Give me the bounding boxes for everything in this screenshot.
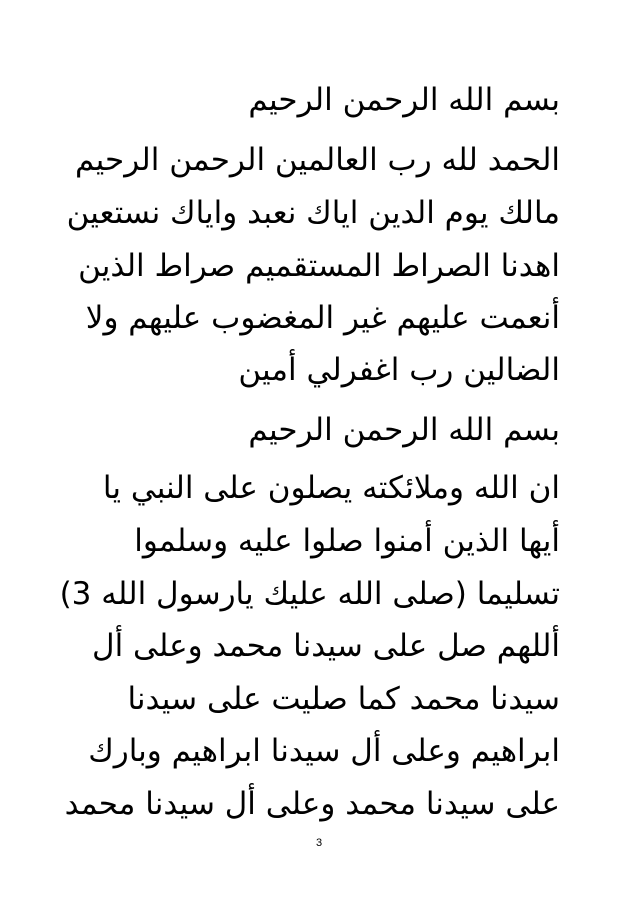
text-line-basmala-2: بسم الله الرحمن الرحيم <box>248 412 560 448</box>
text-line-14: على سيدنا محمد وعلى أل سيدنا محمد <box>64 786 560 822</box>
text-line-12: سيدنا محمد كما صليت على سيدنا <box>127 681 560 717</box>
text-line-11: أللهم صل على سيدنا محمد وعلى أل <box>92 628 560 664</box>
text-line-10: تسليما (صلى الله عليك يارسول الله 3) <box>59 576 560 612</box>
text-line-9: أيها الذين أمنوا صلوا عليه وسلموا <box>134 523 560 559</box>
text-line-5: أنعمت عليهم غير المغضوب عليهم ولا <box>85 300 560 336</box>
text-line-13: ابراهيم وعلى أل سيدنا ابراهيم وبارك <box>88 733 560 769</box>
text-line-6: الضالين رب اغفرلي أمين <box>238 352 560 388</box>
text-line-3: مالك يوم الدين اياك نعبد واياك نستعين <box>66 195 560 231</box>
text-line-2: الحمد لله رب العالمين الرحمن الرحيم <box>75 142 560 178</box>
page-number: 3 <box>315 837 323 849</box>
text-line-4: اهدنا الصراط المستقميم صراط الذين <box>78 248 560 284</box>
text-line-basmala-1: بسم الله الرحمن الرحيم <box>248 82 560 118</box>
text-line-8: ان الله وملائكته يصلون على النبي يا <box>102 470 560 506</box>
